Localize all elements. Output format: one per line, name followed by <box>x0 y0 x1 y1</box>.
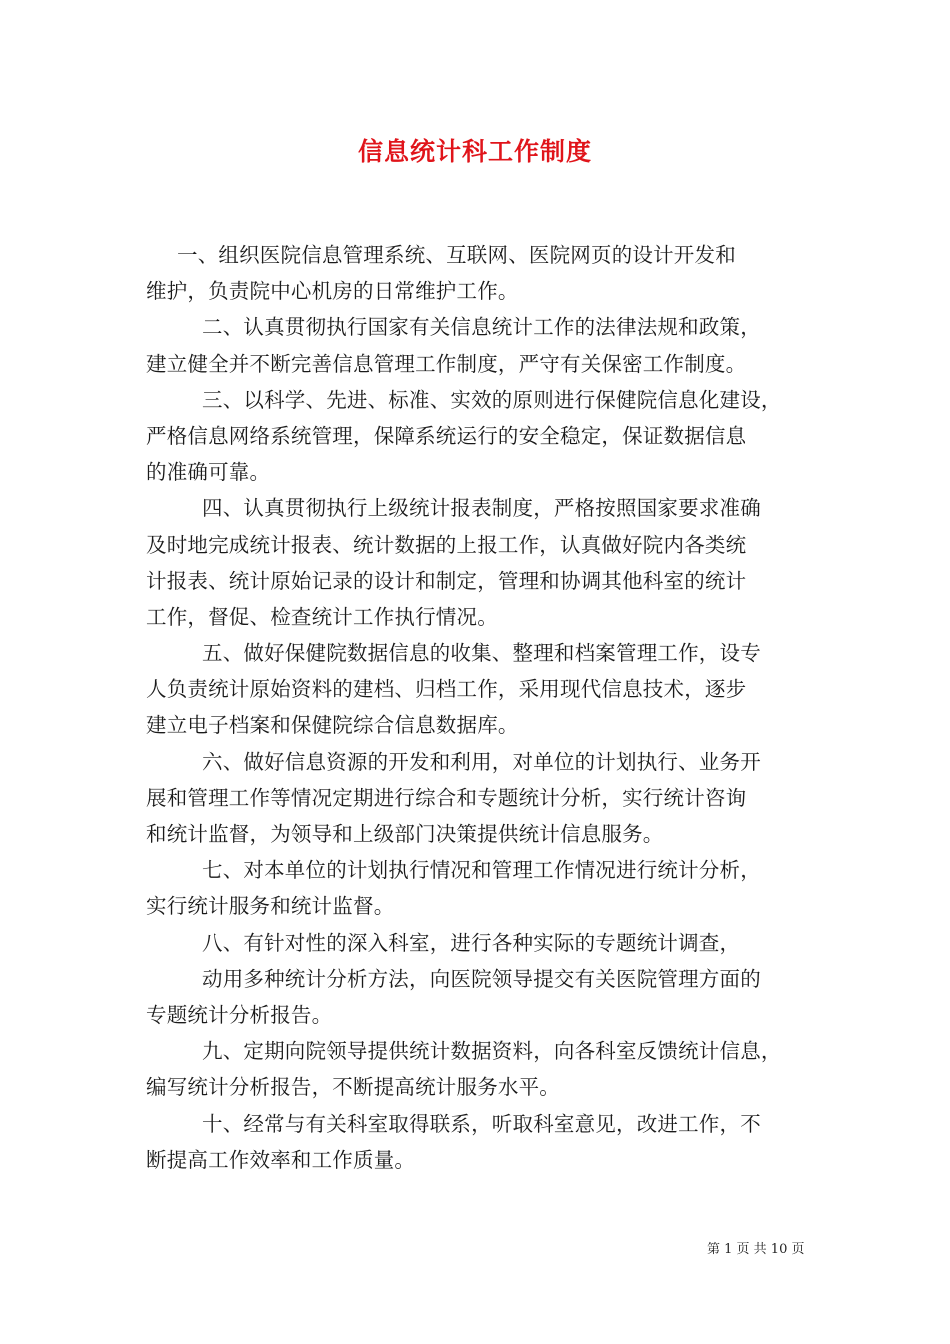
text-line: 和统计监督，为领导和上级部门决策提供统计信息服务。 <box>146 822 664 846</box>
text-line: 十、经常与有关科室取得联系，听取科室意见，改进工作，不 <box>202 1111 761 1136</box>
document-title: 信息统计科工作制度 <box>357 137 592 166</box>
text-line: 四、认真贯彻执行上级统计报表制度，严格按照国家要求准确 <box>202 496 761 521</box>
text-line: 计报表、统计原始记录的设计和制定，管理和协调其他科室的统计 <box>146 568 747 593</box>
text-line: 断提高工作效率和工作质量。 <box>146 1147 416 1172</box>
text-line: 实行统计服务和统计监督。 <box>146 894 395 919</box>
text-line: 编写统计分析报告，不断提高统计服务水平。 <box>146 1075 560 1100</box>
text-line: 展和管理工作等情况定期进行综合和专题统计分析，实行统计咨询 <box>146 785 747 810</box>
text-line: 二、认真贯彻执行国家有关信息统计工作的法律法规和政策， <box>202 315 761 340</box>
text-line: 八、有针对性的深入科室，进行各种实际的专题统计调查， <box>202 930 741 955</box>
text-line: 七、对本单位的计划执行情况和管理工作情况进行统计分析， <box>202 858 761 883</box>
text-line: 的准确可靠。 <box>146 460 271 485</box>
document-body <box>146 237 810 1178</box>
page-number-footer: 第 1 页 共 10 页 <box>707 1242 805 1257</box>
text-line: 专题统计分析报告。 <box>146 1002 333 1027</box>
text-line: 维护，负责院中心机房的日常维护工作。 <box>146 279 519 304</box>
text-line: 九、定期向院领导提供统计数据资料，向各科室反馈统计信息， <box>202 1039 782 1064</box>
text-line: 建立健全并不断完善信息管理工作制度，严守有关保密工作制度。 <box>146 351 747 376</box>
text-line: 建立电子档案和保健院综合信息数据库。 <box>146 713 519 738</box>
text-line: 六、做好信息资源的开发和利用，对单位的计划执行、业务开 <box>202 749 761 774</box>
text-line: 三、以科学、先进、标准、实效的原则进行保健院信息化建设， <box>202 387 782 412</box>
text-line: 人负责统计原始资料的建档、归档工作，采用现代信息技术，逐步 <box>146 677 747 702</box>
text-line: 工作，督促、检查统计工作执行情况。 <box>146 604 498 629</box>
text-line: 及时地完成统计报表、统计数据的上报工作，认真做好院内各类统 <box>146 532 747 557</box>
text-line: 一、组织医院信息管理系统、互联网、医院网页的设计开发和 <box>177 243 736 267</box>
text-line: 动用多种统计分析方法，向医院领导提交有关医院管理方面的 <box>202 966 761 991</box>
text-line: 严格信息网络系统管理，保障系统运行的安全稳定，保证数据信息 <box>146 423 747 448</box>
text-line: 五、做好保健院数据信息的收集、整理和档案管理工作，设专 <box>202 641 761 666</box>
